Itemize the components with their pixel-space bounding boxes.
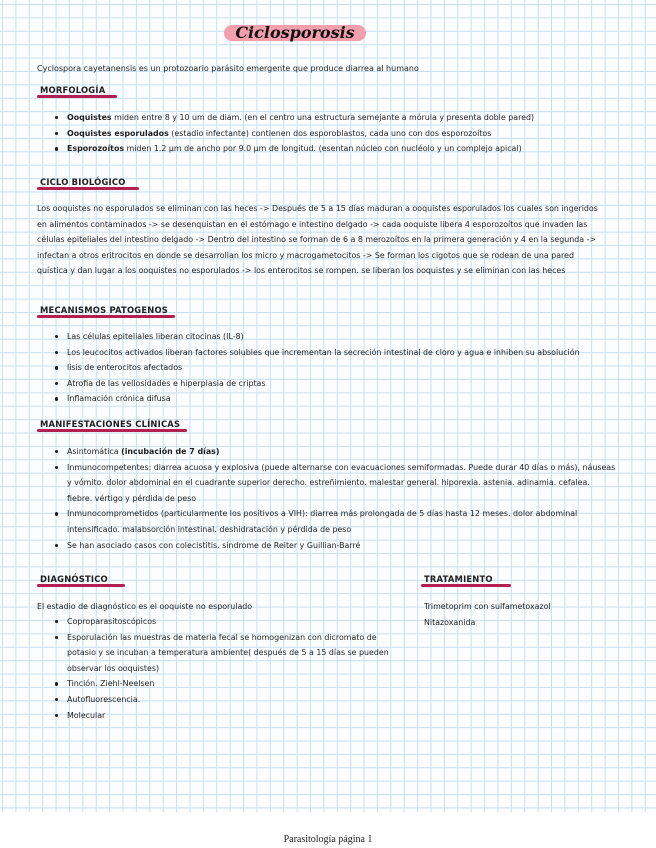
ciclo-paragraph: Los ooquistes no esporulados se eliminan con las heces -> Después de 5 a 15 días maduran a ooquistes esporulados los cuales son ingeridos en alimentos contaminados -> se desenquistan en el estómago e intestino delgado -> cada ooquiste libera 4 esporozoítos que invaden las células epiteliales del intestino delgado -> Dentro del intestino se forman de 6 a 8 merozoítos en la primera generación y 4 en la segunda -> infectan a otros eritrocitos en donde se desarrollan los micro y macrogametocitos -> Se forman los cigotos que se rodean de una pared quística y dan lugar a los ooquistes no esporulados -> los enterocitos se rompen. se liberan los ooquistes y se eliminan con las heces <box>37 204 598 276</box>
heading-underline <box>37 95 117 98</box>
list-item: Inmunocomprometidos (particularmente los positivos a VIH): diarrea más prolongada de 5 días hasta 12 meses. dolor abdominal intensificado. malabsorción intestinal. deshidratación y pérdida de peso <box>67 506 617 537</box>
tratamiento-item: Trimetoprim con sulfametoxazol <box>424 602 551 611</box>
list-item: Esporulación las muestras de materia fecal se homogenizan con dicromato de potasio y se incuban a temperatura ambiente( después de 5 a 15 días se pueden observar los ooquistes) <box>67 630 397 677</box>
morfologia-list <box>67 110 534 157</box>
heading-morfologia: MORFOLOGÍA <box>40 85 105 96</box>
diagnostico-intro: El estadio de diagnóstico es el ooquiste no esporulado <box>37 602 253 611</box>
list-item: lisis de enterocitos afectados <box>67 360 580 376</box>
list-item: Atrofia de las vellosidades e hiperplasia de criptas <box>67 376 580 392</box>
heading-underline <box>37 584 125 587</box>
heading-underline <box>37 187 139 190</box>
list-item: Inmunocompetentes: diarrea acuosa y explosiva (puede alternarse con evacuaciones semiformadas. Puede durar 40 días o más), náuseas y vómito. dolor abdominal en el cuadrante superior derecho. estreñimiento. malestar general. hiporexia. astenia. adinamia. cefalea. fiebre. vértigo y pérdida de peso <box>67 460 617 507</box>
heading-diagnostico: DIAGNÓSTICO <box>40 574 108 585</box>
heading-underline <box>37 315 175 318</box>
page-title: Ciclosporosis <box>235 23 355 42</box>
heading-ciclo-biologico: CICLO BIOLÓGICO <box>40 177 126 188</box>
list-item: Tinción. Ziehl-Neelsen <box>67 676 397 692</box>
heading-manifestaciones: MANIFESTACIONES CLÍNICAS <box>40 419 180 430</box>
heading-mecanismos: MECANISMOS PATOGENOS <box>40 305 168 316</box>
title-block <box>224 22 366 44</box>
diagnostico-list <box>67 614 397 723</box>
list-item: Los leucocitos activados liberan factores solubles que incrementan la secreción intestinal de cloro y agua e inhiben su absolución <box>67 345 580 361</box>
list-item: Molecular <box>67 708 397 724</box>
page-footer: Parasitología página 1 <box>283 834 373 845</box>
list-item: Asintomática (incubación de 7 días) <box>67 444 617 460</box>
mecanismos-list <box>67 329 580 407</box>
list-item: Inflamación crónica difusa <box>67 391 580 407</box>
list-item: Autofluorescencia. <box>67 692 397 708</box>
heading-underline <box>37 429 187 432</box>
heading-underline <box>421 584 511 587</box>
list-item: Se han asociado casos con colecistitis. síndrome de Reiter y Guillian-Barré <box>67 538 617 554</box>
list-item: Ooquistes esporulados (estadio infectante) contienen dos esporoblastos, cada uno con dos esporozoítos <box>67 126 534 142</box>
manifestaciones-list <box>67 444 617 553</box>
list-item: Ooquistes miden entre 8 y 10 um de diam. (en el centro una estructura semejante a mórula y presenta doble pared) <box>67 110 534 126</box>
tratamiento-item: Nitazoxanida <box>424 618 476 627</box>
list-item: Coproparasitoscópicos <box>67 614 397 630</box>
list-item: Las células epiteliales liberan citocinas (IL-8) <box>67 329 580 345</box>
list-item: Esporozoítos miden 1.2 µm de ancho por 9.0 µm de longitud. (esentan núcleo con nucléolo y un complejo apical) <box>67 141 534 157</box>
heading-tratamiento: TRATAMIENTO <box>424 574 493 585</box>
intro-text: Cyclospora cayetanensis es un protozoario parásito emergente que produce diarrea al humano <box>37 64 419 73</box>
